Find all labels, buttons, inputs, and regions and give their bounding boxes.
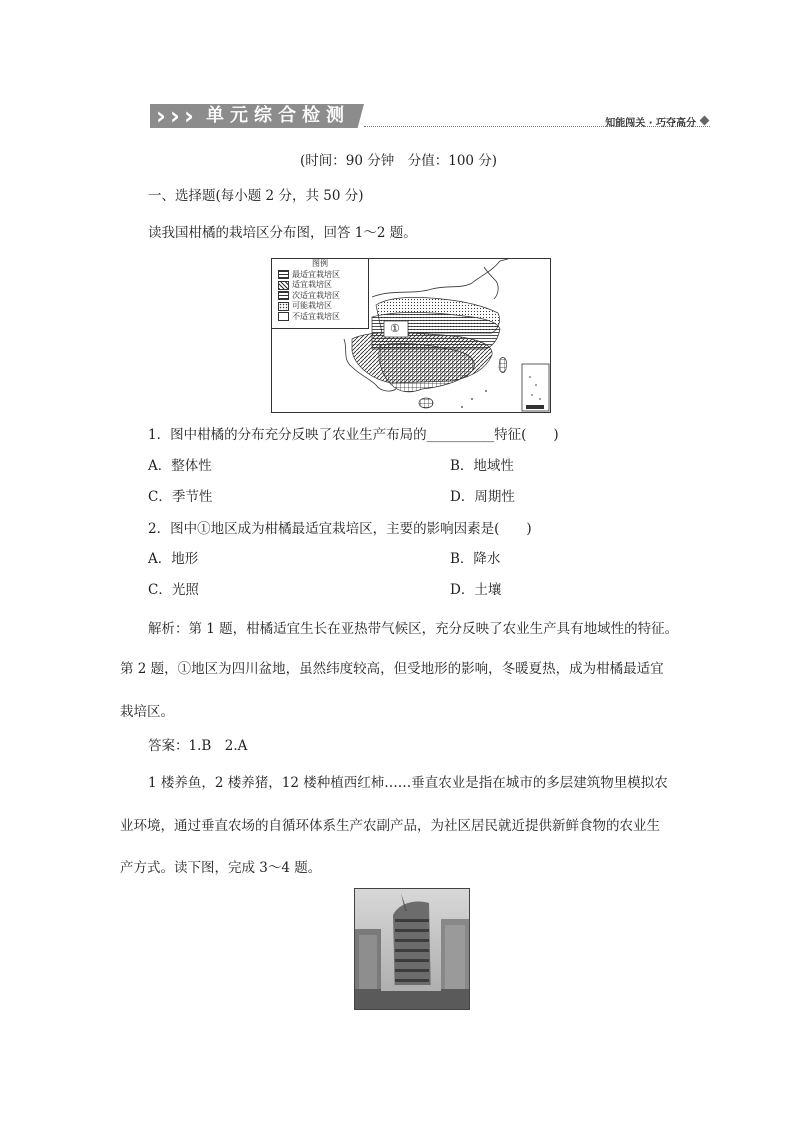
banner-slogan: 知能闯关 · 巧夺高分 bbox=[605, 118, 696, 129]
answer-line: 答案：1.B 2.A bbox=[148, 738, 248, 754]
legend-item bbox=[272, 312, 368, 323]
question-2-option-c: C．光照 bbox=[148, 582, 199, 598]
question-2-option-d: D．土壤 bbox=[450, 582, 502, 598]
chevron-right-icon: › bbox=[184, 102, 194, 130]
grid-swatch-icon bbox=[278, 270, 289, 279]
legend-title: 图例 bbox=[312, 259, 328, 268]
passage-line: 产方式。读下图，完成 3～4 题。 bbox=[120, 860, 322, 876]
legend-label: 不适宜栽培区 bbox=[292, 311, 340, 321]
passage-line: 1 楼养鱼，2 楼养猪，12 楼种植西红柿……垂直农业是指在城市的多层建筑物里模拟农 bbox=[148, 775, 668, 791]
question-2-option-a: A．地形 bbox=[148, 551, 199, 567]
question-1-option-a: A．整体性 bbox=[148, 458, 212, 474]
chevron-right-icon: › bbox=[156, 102, 166, 130]
exam-meta: (时间：90 分钟 分值：100 分) bbox=[300, 153, 498, 169]
section-banner bbox=[150, 104, 710, 130]
map-legend bbox=[272, 259, 369, 329]
section-heading: 一、选择题(每小题 2 分，共 50 分) bbox=[148, 188, 364, 204]
legend-label: 次适宜栽培区 bbox=[292, 290, 340, 300]
vertical-farm-photo bbox=[354, 888, 470, 1010]
legend-label: 适宜栽培区 bbox=[292, 280, 332, 289]
question-1-stem: 1．图中柑橘的分布充分反映了农业生产布局的__________特征( ) bbox=[148, 427, 559, 443]
region-marker: ① bbox=[390, 322, 400, 335]
chevron-right-icon: › bbox=[170, 102, 180, 130]
intro-text: 读我国柑橘的栽培区分布图，回答 1～2 题。 bbox=[148, 225, 417, 241]
horizontal-swatch-icon bbox=[278, 291, 289, 300]
dotted-swatch-icon bbox=[278, 302, 289, 311]
question-1-option-d: D．周期性 bbox=[450, 489, 515, 505]
question-1-option-c: C．季节性 bbox=[148, 489, 213, 505]
question-1-option-b: B．地域性 bbox=[450, 458, 514, 474]
legend-item bbox=[272, 280, 368, 291]
passage-line: 业环境，通过垂直农场的自循环体系生产农副产品，为社区居民就近提供新鲜食物的农业生 bbox=[120, 818, 660, 834]
question-2-option-b: B．降水 bbox=[450, 551, 501, 567]
legend-item bbox=[272, 301, 368, 312]
vertical-farm-building-image bbox=[355, 889, 469, 1009]
analysis-line: 解析：第 1 题，柑橘适宜生长在亚热带气候区，充分反映了农业生产具有地域性的特征。 bbox=[148, 621, 679, 637]
citrus-distribution-map bbox=[271, 258, 551, 413]
page-title: 单元综合检测 bbox=[206, 105, 350, 126]
legend-label: 最适宜栽培区 bbox=[292, 269, 340, 279]
diagonal-swatch-icon bbox=[278, 281, 289, 290]
analysis-line: 栽培区。 bbox=[120, 704, 174, 720]
legend-item bbox=[272, 291, 368, 302]
diamond-icon bbox=[700, 116, 710, 126]
legend-label: 可能栽培区 bbox=[292, 301, 332, 310]
question-2-stem: 2．图中①地区成为柑橘最适宜栽培区，主要的影响因素是( ) bbox=[148, 521, 532, 537]
legend-item bbox=[272, 270, 368, 281]
blank-swatch-icon bbox=[278, 312, 289, 321]
analysis-line: 第 2 题，①地区为四川盆地，虽然纬度较高，但受地形的影响，冬暖夏热，成为柑橘最适宜 bbox=[120, 661, 664, 677]
